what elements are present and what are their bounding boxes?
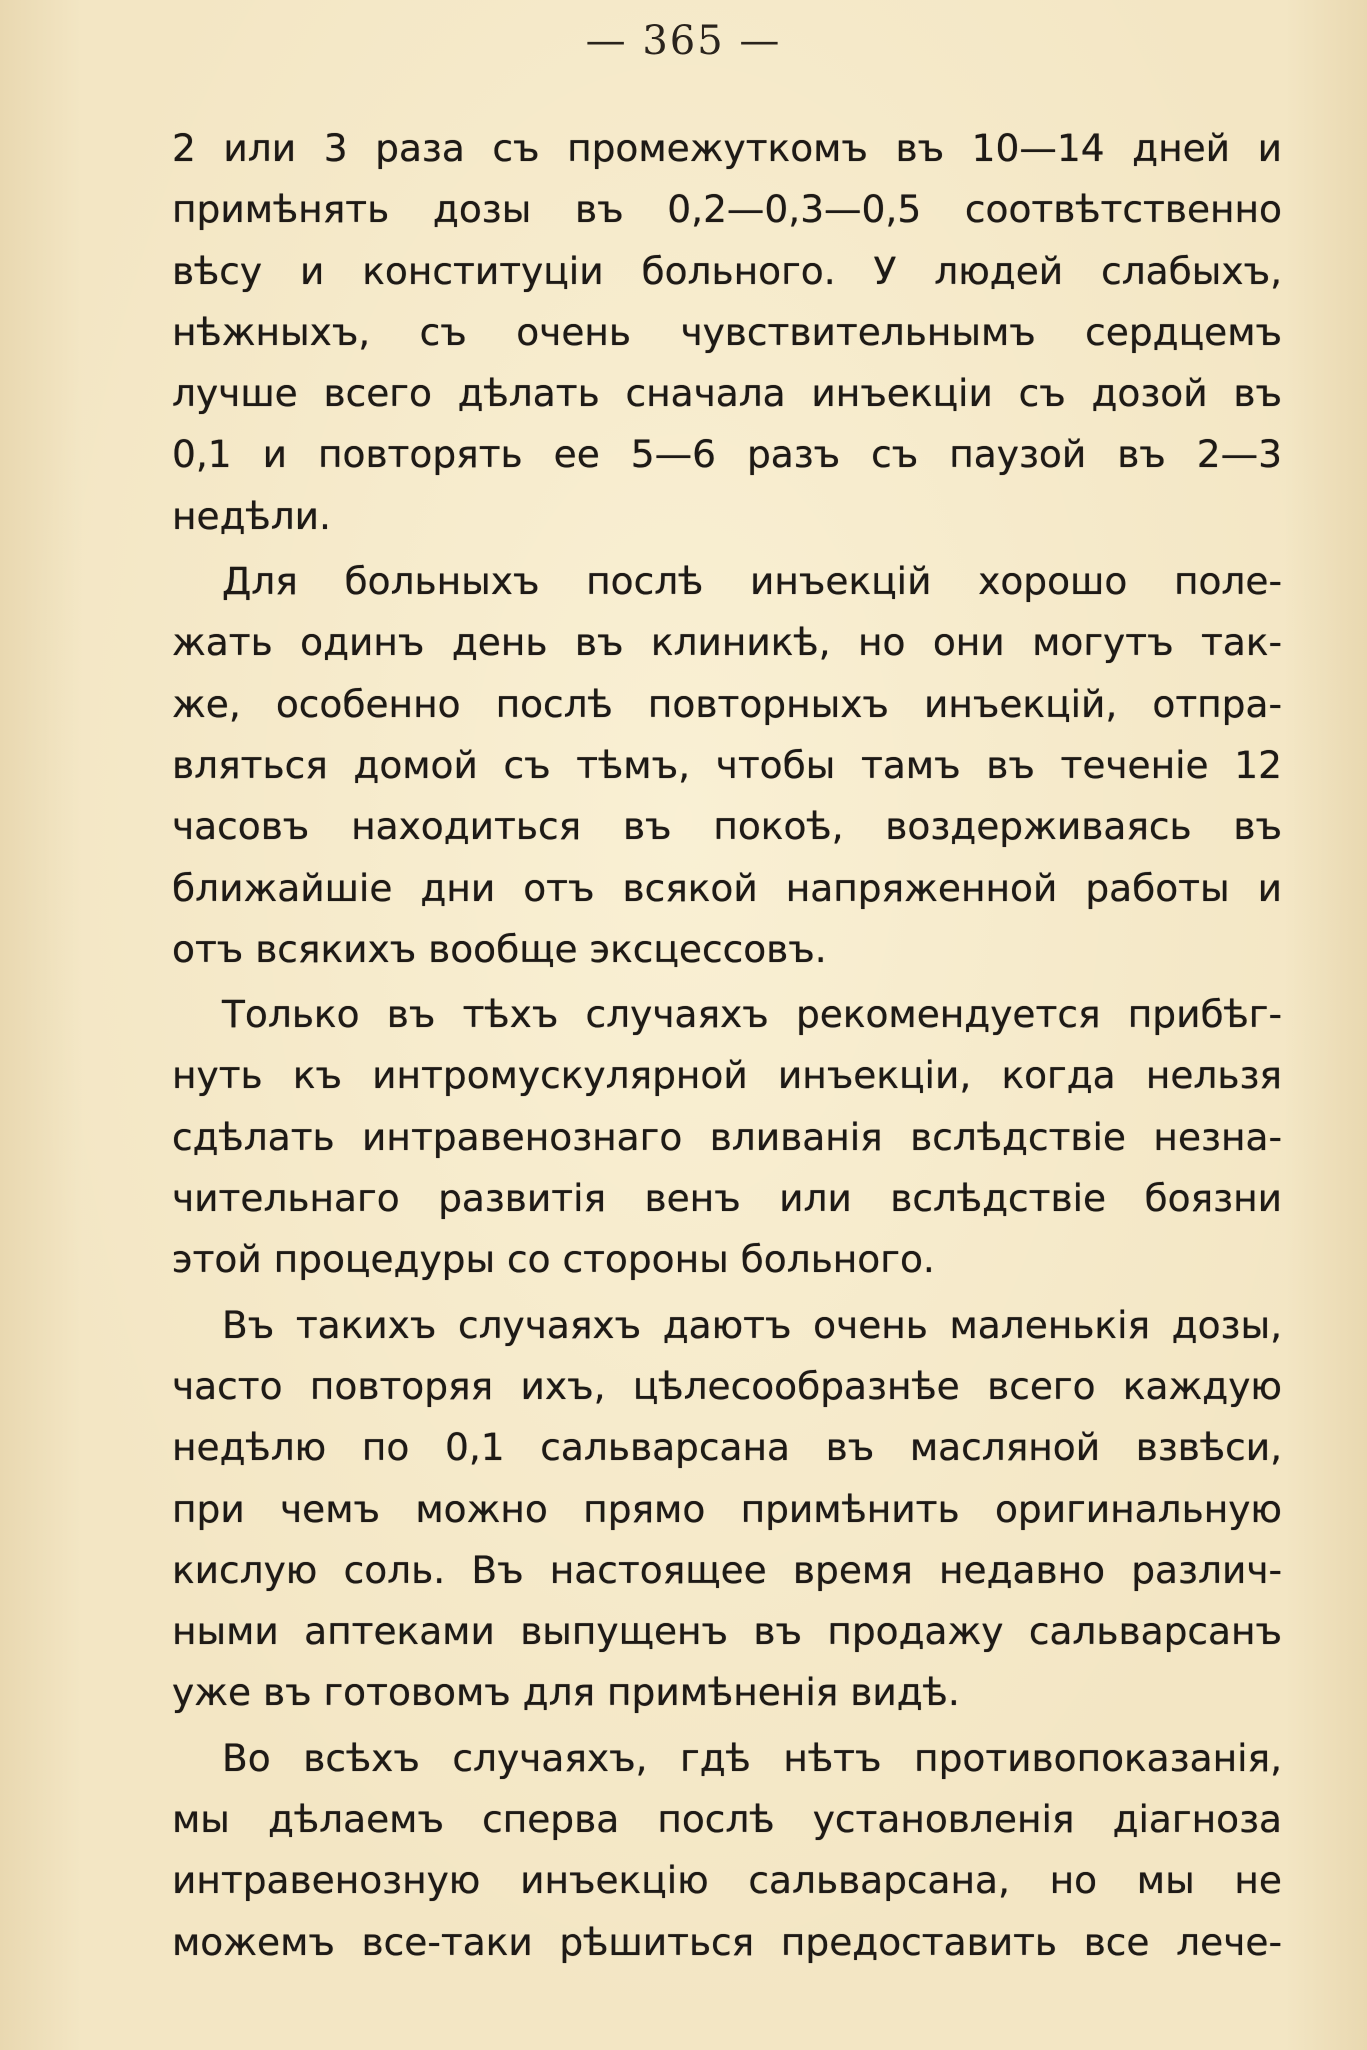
text-line: нѣжныхъ, съ очень чувствительнымъ сердцемъ <box>172 309 1282 354</box>
text-line: 0,1 и повторять ее 5—6 разъ съ паузой въ 2—3 <box>172 432 1282 477</box>
text-line: отъ всякихъ вообще эксцессовъ. <box>172 926 827 971</box>
text-line: часто повторяя ихъ, цѣлесообразнѣе всего каждую <box>172 1363 1282 1408</box>
page-number: — 365 — <box>585 18 782 64</box>
text-line: чительнаго развитія венъ или вслѣдствіе боязни <box>172 1176 1282 1221</box>
text-line: интравенозную инъекцію сальварсана, но мы не <box>172 1858 1282 1903</box>
text-line: Въ такихъ случаяхъ даютъ очень маленькія дозы, <box>222 1302 1282 1347</box>
text-line: сдѣлать интравенознаго вливанія вслѣдствіе незна- <box>172 1114 1282 1159</box>
text-line: примѣнять дозы въ 0,2—0,3—0,5 соотвѣтственно <box>172 187 1282 232</box>
text-line: мы дѣлаемъ сперва послѣ установленія діагноза <box>172 1797 1282 1842</box>
text-line: этой процедуры со стороны больного. <box>172 1237 935 1282</box>
text-line: уже въ готовомъ для примѣненія видѣ. <box>172 1670 960 1715</box>
paragraph <box>172 551 1282 980</box>
paragraph <box>172 984 1282 1290</box>
text-line: нуть къ интромускулярной инъекціи, когда нельзя <box>172 1053 1282 1098</box>
text-line: вляться домой съ тѣмъ, чтобы тамъ въ теченіе 12 <box>172 742 1282 787</box>
paragraph <box>172 1295 1282 1724</box>
body-text <box>172 118 1282 1973</box>
text-line: же, особенно послѣ повторныхъ инъекцій, отпра- <box>172 681 1282 726</box>
paragraph <box>172 1728 1282 1973</box>
text-line: Только въ тѣхъ случаяхъ рекомендуется прибѣг- <box>222 992 1282 1037</box>
text-line: жать одинъ день въ клиникѣ, но они могутъ так- <box>172 620 1282 665</box>
text-line: при чемъ можно прямо примѣнить оригинальную <box>172 1486 1282 1531</box>
text-line: 2 или 3 раза съ промежуткомъ въ 10—14 дней и <box>172 126 1282 170</box>
paragraph <box>172 118 1282 547</box>
text-line: ными аптеками выпущенъ въ продажу сальварсанъ <box>172 1609 1282 1654</box>
text-line: вѣсу и конституціи больного. У людей слабыхъ, <box>172 248 1282 293</box>
text-line: недѣли. <box>172 493 331 538</box>
text-line: ближайшіе дни отъ всякой напряженной работы и <box>172 865 1282 910</box>
text-line: недѣлю по 0,1 сальварсана въ масляной взвѣси, <box>172 1425 1282 1470</box>
text-line: Во всѣхъ случаяхъ, гдѣ нѣтъ противопоказанія, <box>222 1735 1282 1780</box>
text-line: кислую соль. Въ настоящее время недавно различ- <box>172 1547 1282 1592</box>
text-line: лучше всего дѣлать сначала инъекціи съ дозой въ <box>172 371 1282 416</box>
text-line: часовъ находиться въ покоѣ, воздерживаясь въ <box>172 804 1282 849</box>
text-line: Для больныхъ послѣ инъекцій хорошо поле- <box>222 559 1282 604</box>
text-line: можемъ все-таки рѣшиться предоставить все лече- <box>172 1919 1282 1964</box>
